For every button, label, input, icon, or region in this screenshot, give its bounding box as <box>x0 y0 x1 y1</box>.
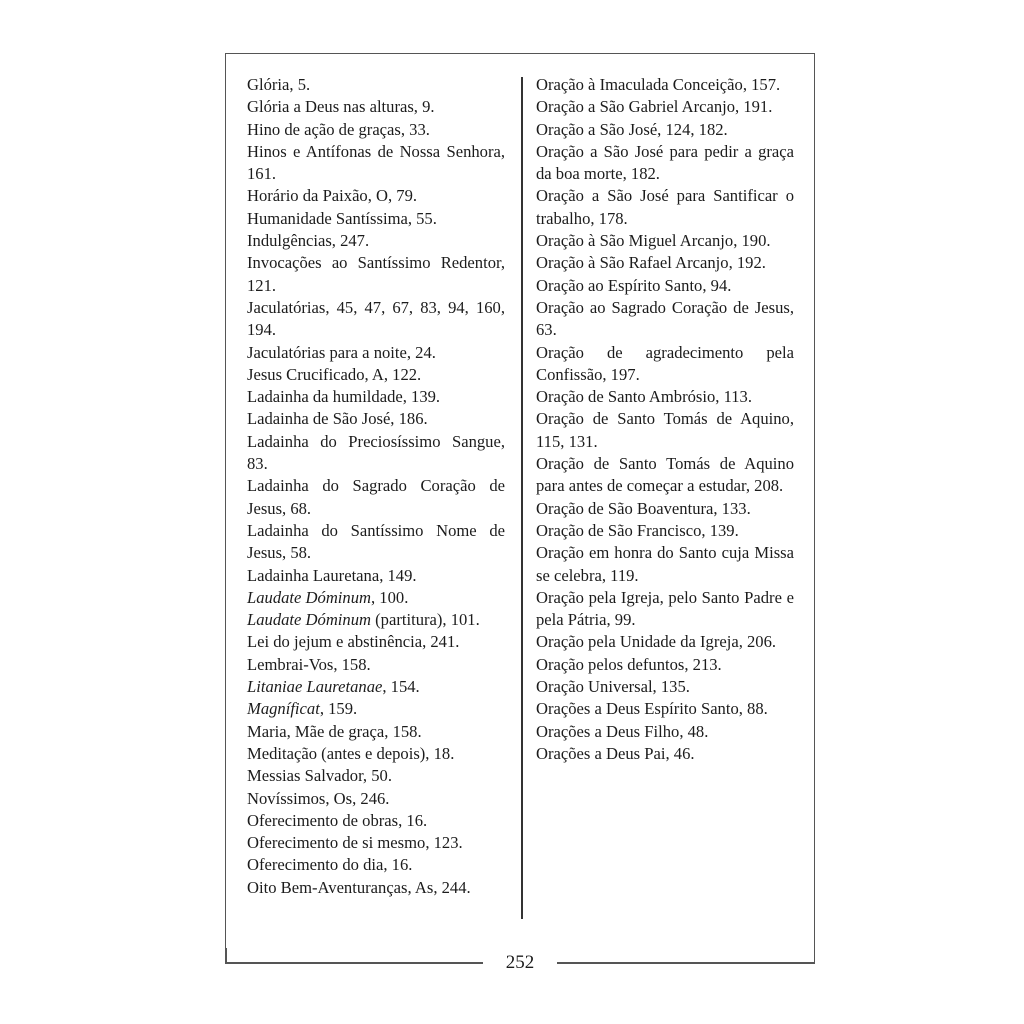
index-entry: Oração de Santo Tomás de Aquino para antes de começar a estudar, 208. <box>536 454 794 496</box>
index-entry: Lembrai-Vos, 158. <box>247 654 371 674</box>
index-entry: Oração de Santo Ambrósio, 113. <box>536 387 752 407</box>
index-entry: Hino de ação de graças, 33. <box>247 119 430 139</box>
index-column-right <box>536 74 794 765</box>
index-entry-pages: (partitura), 101. <box>371 610 480 630</box>
index-entry: Oração de agradecimento pela Confissão, 197. <box>536 342 794 384</box>
index-entry: Jaculatórias, 45, 47, 67, 83, 94, 160, 194. <box>247 297 505 340</box>
index-entry: Ladainha do Santíssimo Nome de Jesus, 58. <box>247 520 505 563</box>
index-entry <box>247 609 505 631</box>
index-entry: Jesus Crucificado, A, 122. <box>247 364 422 384</box>
index-column-left <box>247 74 505 899</box>
index-entry: Oração à São Miguel Arcanjo, 190. <box>536 231 771 251</box>
index-entry: Ladainha do Sagrado Coração de Jesus, 68. <box>247 476 505 518</box>
index-entry: Oferecimento de si mesmo, 123. <box>247 833 463 853</box>
index-entry <box>247 676 505 698</box>
index-entry: Oferecimento de obras, 16. <box>247 810 428 830</box>
index-entry-pages: , 154. <box>382 677 420 697</box>
page-footer <box>225 950 815 976</box>
index-entry: Oração de Santo Tomás de Aquino, 115, 131. <box>536 409 794 451</box>
index-entry <box>247 698 505 720</box>
index-entry: Oito Bem-Aventuranças, As, 244. <box>247 877 471 897</box>
index-entry: Oração pelos defuntos, 213. <box>536 654 722 674</box>
index-entry: Maria, Mãe de graça, 158. <box>247 721 422 741</box>
index-entry: Humanidade Santíssima, 55. <box>247 208 437 228</box>
index-entry: Oração a São José para Santificar o trabalho, 178. <box>536 186 794 228</box>
index-entry-italic-title: Laudate Dóminum <box>247 587 371 607</box>
index-entry-italic-title: Litaniae Lauretanae <box>247 677 383 697</box>
index-entry: Ladainha da humildade, 139. <box>247 387 441 407</box>
index-entry: Messias Salvador, 50. <box>247 766 392 786</box>
index-entry: Orações a Deus Pai, 46. <box>536 743 695 763</box>
index-entry: Oração em honra do Santo cuja Missa se celebra, 119. <box>536 543 794 585</box>
index-entry: Novíssimos, Os, 246. <box>247 788 390 808</box>
index-entry: Oração à São Rafael Arcanjo, 192. <box>536 253 766 273</box>
page-number: 252 <box>505 952 535 973</box>
index-entry-italic-title: Laudate Dóminum <box>247 610 371 630</box>
index-entry: Oferecimento do dia, 16. <box>247 855 413 875</box>
page-border-left-end <box>225 948 227 963</box>
index-entry-pages: , 100. <box>371 587 409 607</box>
index-entry: Oração ao Espírito Santo, 94. <box>536 275 732 295</box>
index-entry: Oração de São Francisco, 139. <box>536 520 739 540</box>
index-entry: Horário da Paixão, O, 79. <box>247 186 418 206</box>
index-entry: Lei do jejum e abstinência, 241. <box>247 632 460 652</box>
index-entry: Oração ao Sagrado Coração de Jesus, 63. <box>536 297 794 340</box>
index-entry: Oração à Imaculada Conceição, 157. <box>536 75 781 94</box>
index-entry: Invocações ao Santíssimo Redentor, 121. <box>247 253 505 295</box>
index-entry: Meditação (antes e depois), 18. <box>247 743 455 763</box>
index-entry <box>247 587 505 609</box>
index-entry: Hinos e Antífonas de Nossa Senhora, 161. <box>247 141 505 184</box>
index-entry: Oração pela Igreja, pelo Santo Padre e pela Pátria, 99. <box>536 587 794 630</box>
index-entry: Oração a São José, 124, 182. <box>536 119 728 139</box>
footer-rule-left <box>225 962 483 964</box>
index-entry: Glória, 5. <box>247 75 311 94</box>
index-entry-italic-title: Magníficat <box>247 699 320 719</box>
footer-rule-right <box>557 962 815 964</box>
index-entry: Glória a Deus nas alturas, 9. <box>247 97 435 117</box>
book-page <box>225 53 815 963</box>
index-entry: Orações a Deus Filho, 48. <box>536 721 709 741</box>
index-entry: Ladainha de São José, 186. <box>247 409 428 429</box>
index-entry-pages: , 159. <box>319 699 358 719</box>
index-entry: Oração a São Gabriel Arcanjo, 191. <box>536 97 773 117</box>
index-entry: Oração de São Boaventura, 133. <box>536 498 751 518</box>
index-entry: Oração pela Unidade da Igreja, 206. <box>536 632 777 652</box>
index-entry: Oração a São José para pedir a graça da boa morte, 182. <box>536 141 794 184</box>
index-entry: Oração Universal, 135. <box>536 677 690 697</box>
index-entry: Jaculatórias para a noite, 24. <box>247 342 436 362</box>
index-entry: Orações a Deus Espírito Santo, 88. <box>536 699 768 719</box>
page-border-right-end <box>814 948 816 963</box>
index-entry: Indulgências, 247. <box>247 231 370 251</box>
column-divider <box>521 77 523 919</box>
index-entry: Ladainha Lauretana, 149. <box>247 565 417 585</box>
index-entry: Ladainha do Preciosíssimo Sangue, 83. <box>247 431 505 474</box>
